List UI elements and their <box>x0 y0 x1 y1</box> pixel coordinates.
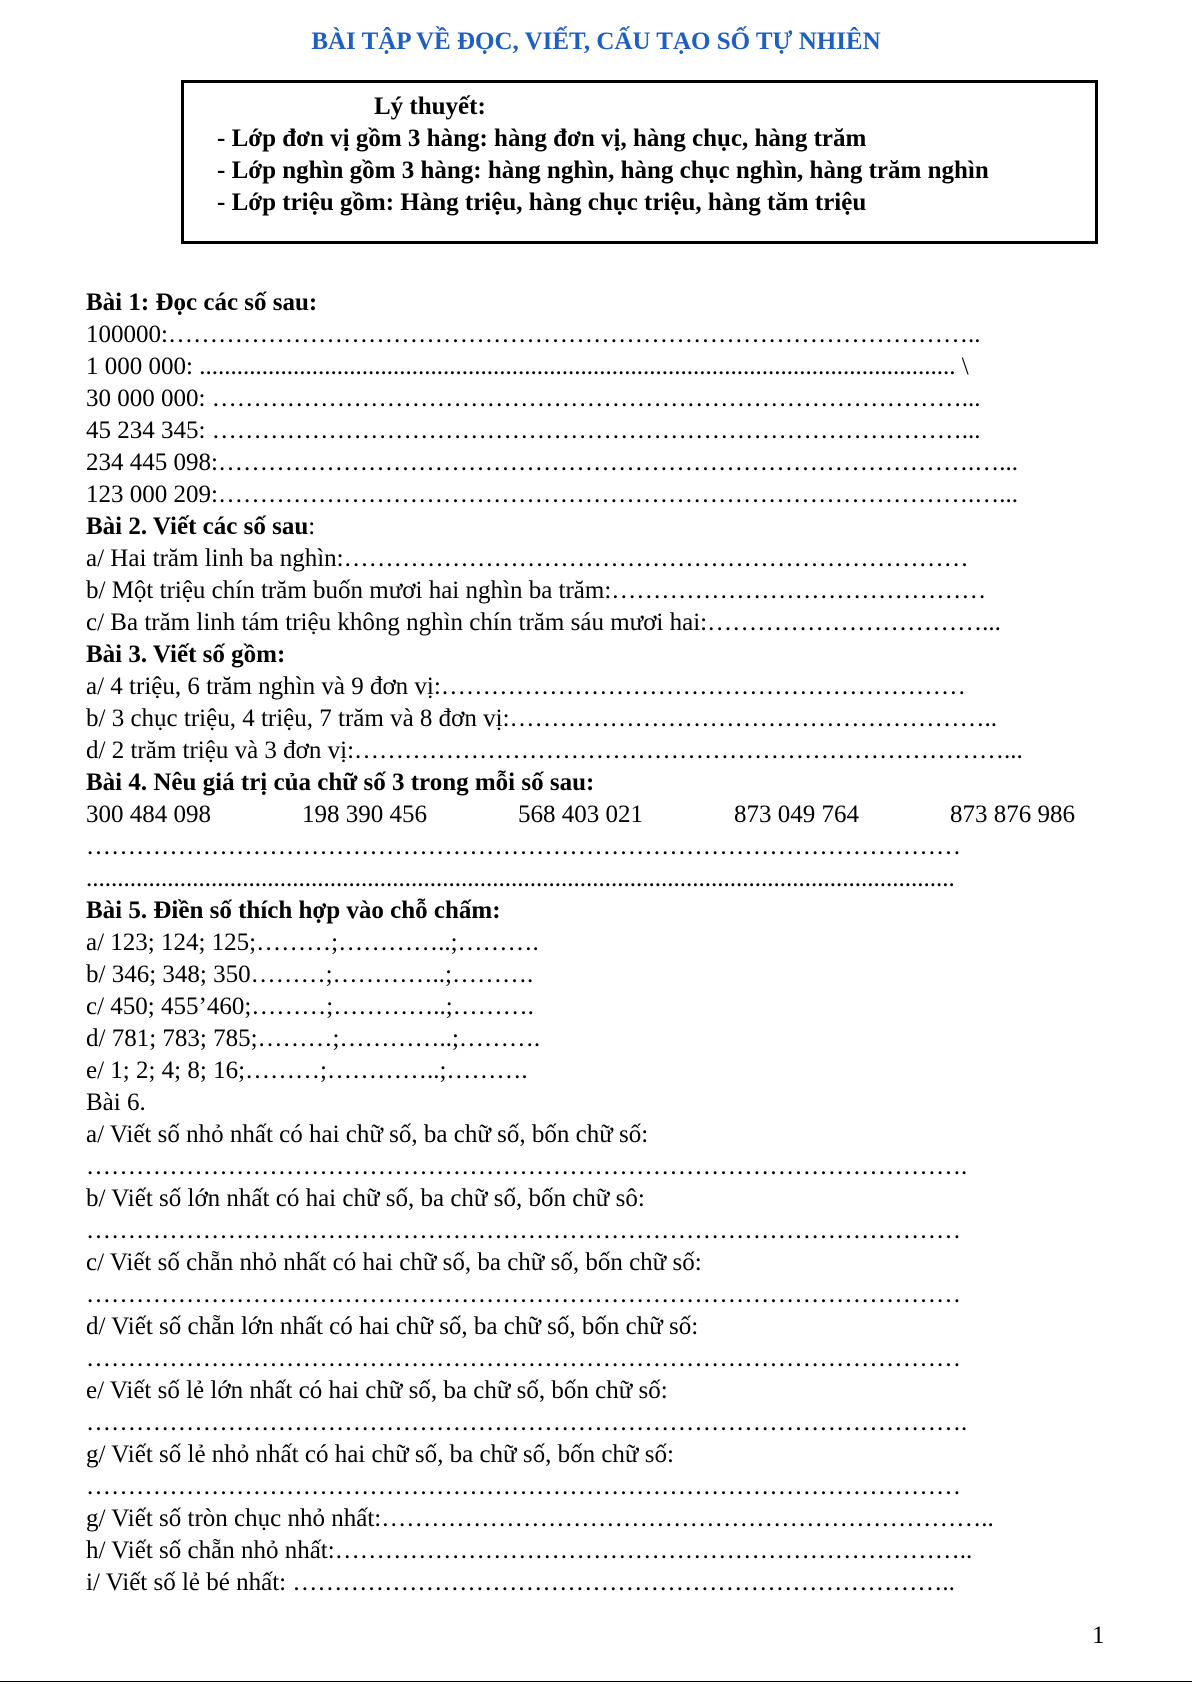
bai2-heading-bold: Bài 2. Viết các số sau <box>86 513 309 540</box>
page-number: 1 <box>1092 1622 1105 1649</box>
bai4-number: 568 403 021 <box>518 801 643 828</box>
bai2-item: b/ Một triệu chín trăm buốn mươi hai nghìn ba trăm:……………………………………… <box>86 577 987 604</box>
page-bottom-rule <box>0 1681 1192 1682</box>
bai6-item: g/ Viết số lẻ nhỏ nhất có hai chữ số, ba chữ số, bốn chữ số: <box>86 1441 674 1468</box>
bai6-answer-dots: …………………………………………………………………………………………… <box>86 1345 961 1372</box>
bai5-item: b/ 346; 348; 350………;…………..;………. <box>86 961 534 988</box>
bai6-answer-dots: …………………………………………………………………………………………… <box>86 1473 961 1500</box>
bai6-tail-item: h/ Viết số chẵn nhỏ nhất:………………………………………………………………….. <box>86 1537 973 1564</box>
bai6-answer-dots: ……………………………………………………………………………………………. <box>86 1409 968 1436</box>
bai5-item: d/ 781; 783; 785;………;…………..;………. <box>86 1025 541 1052</box>
theory-line: - Lớp đơn vị gồm 3 hàng: hàng đơn vị, hàng chục, hàng trăm <box>217 125 867 152</box>
theory-box <box>181 80 1098 244</box>
bai2-heading <box>86 512 315 542</box>
bai3-heading: Bài 3. Viết số gồm: <box>86 641 286 668</box>
bai6-answer-dots: …………………………………………………………………………………………… <box>86 1217 961 1244</box>
bai5-item: e/ 1; 2; 4; 8; 16;………;…………..;………. <box>86 1057 528 1084</box>
bai4-number: 300 484 098 <box>86 801 211 828</box>
bai5-item: c/ 450; 455’460;………;…………..;………. <box>86 993 534 1020</box>
bai6-item: a/ Viết số nhỏ nhất có hai chữ số, ba chữ số, bốn chữ số: <box>86 1121 649 1148</box>
bai1-item: 30 000 000: ………………………………………………………………………………... <box>86 385 981 412</box>
bai6-tail-item: i/ Viết số lẻ bé nhất: …………………………………………………………………….. <box>86 1569 955 1596</box>
page-title: BÀI TẬP VỀ ĐỌC, VIẾT, CẤU TẠO SỐ TỰ NHIÊN <box>311 28 881 55</box>
bai4-answer-dots: ........................................................................................................................................... <box>86 865 955 892</box>
bai1-heading: Bài 1: Đọc các số sau: <box>86 289 318 316</box>
theory-heading: Lý thuyết: <box>374 93 486 120</box>
bai6-item: c/ Viết số chẵn nhỏ nhất có hai chữ số, ba chữ số, bốn chữ số: <box>86 1249 702 1276</box>
theory-line: - Lớp nghìn gồm 3 hàng: hàng nghìn, hàng chục nghìn, hàng trăm nghìn <box>217 157 989 184</box>
bai6-tail-item: g/ Viết số tròn chục nhỏ nhất:……………………………………………………………….. <box>86 1505 994 1532</box>
bai1-item: 234 445 098:……………………………………………………………………………….…... <box>86 449 1018 476</box>
bai4-number: 873 049 764 <box>734 801 859 828</box>
bai4-number: 198 390 456 <box>302 801 427 828</box>
bai6-item: e/ Viết số lẻ lớn nhất có hai chữ số, ba chữ số, bốn chữ số: <box>86 1377 668 1404</box>
bai4-heading: Bài 4. Nêu giá trị của chữ số 3 trong mỗi số sau: <box>86 769 595 796</box>
bai5-heading: Bài 5. Điền số thích hợp vào chỗ chấm: <box>86 897 501 924</box>
bai5-item: a/ 123; 124; 125;………;…………..;………. <box>86 929 539 956</box>
bai3-item: d/ 2 trăm triệu và 3 đơn vị:……………………………………………………………………... <box>86 737 1023 764</box>
bai1-item: 123 000 209:……………………………………………………………………………….…... <box>86 481 1018 508</box>
bai6-item: d/ Viết số chẵn lớn nhất có hai chữ số, ba chữ số, bốn chữ số: <box>86 1313 699 1340</box>
bai4-number: 873 876 986 <box>950 801 1075 828</box>
bai1-item: 45 234 345: ………………………………………………………………………………... <box>86 417 981 444</box>
bai1-item: 100000:…………………………………………………………………………………….. <box>86 321 981 348</box>
theory-line: - Lớp triệu gồm: Hàng triệu, hàng chục triệu, hàng tăm triệu <box>217 189 867 216</box>
bai2-heading-colon: : <box>308 513 316 540</box>
bai6-heading: Bài 6. <box>86 1089 146 1116</box>
bai2-item: c/ Ba trăm linh tám triệu không nghìn chín trăm sáu mươi hai:……………………………... <box>86 609 1001 636</box>
bai6-item: b/ Viết số lớn nhất có hai chữ số, ba chữ số, bốn chữ sô: <box>86 1185 645 1212</box>
bai2-item: a/ Hai trăm linh ba nghìn:………………………………………………………………… <box>86 545 969 572</box>
bai3-item: b/ 3 chục triệu, 4 triệu, 7 trăm và 8 đơn vị:………………………………………………….. <box>86 705 998 732</box>
bai4-answer-dots: …………………………………………………………………………………………… <box>86 833 961 860</box>
bai6-answer-dots: …………………………………………………………………………………………… <box>86 1281 961 1308</box>
bai6-answer-dots: ……………………………………………………………………………………………. <box>86 1153 968 1180</box>
bai1-item: 1 000 000: ......................................................................................................................... \ <box>86 353 969 380</box>
bai3-item: a/ 4 triệu, 6 trăm nghìn và 9 đơn vị:……………………………………………………… <box>86 673 966 700</box>
